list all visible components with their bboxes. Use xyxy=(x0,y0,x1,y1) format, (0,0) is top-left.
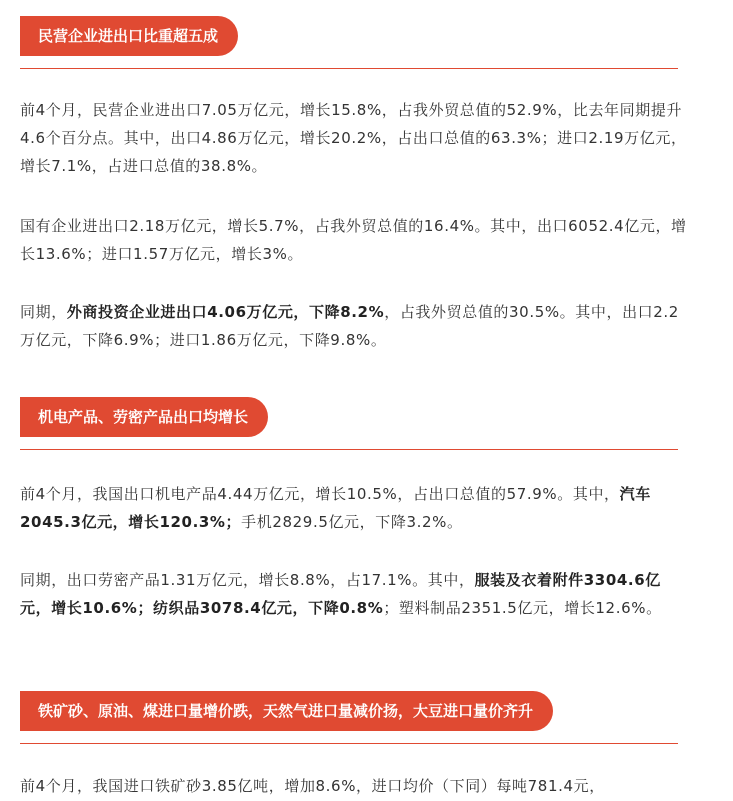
section-divider xyxy=(20,449,678,450)
section-header xyxy=(20,691,678,731)
paragraph xyxy=(20,96,692,180)
paragraph xyxy=(20,212,692,268)
text: 前4个月，我国出口机电产品4.44万亿元，增长10.5%，占出口总值的57.9%。其中， xyxy=(20,485,620,503)
bold-text: 服装及衣着附件3304.6亿元，增长10.6%；纺织品3078.4亿元，下降0.8% xyxy=(20,571,661,617)
text: ，占我外贸总值的30.5%。其中，出口2.2万亿元，下降6.9%；进口1.86万亿元，下降9.8%。 xyxy=(20,303,679,349)
paragraph xyxy=(20,480,692,536)
text: 前4个月，民营企业进出口7.05万亿元，增长15.8%，占我外贸总值的52.9%，比去年同期提升4.6个百分点。其中，出口4.86万亿元，增长20.2%，占出口总值的63.3%；进口2.19万亿元，增长7.1%，占进口总值的38.8%。 xyxy=(20,101,687,175)
paragraph xyxy=(20,772,692,800)
section-title: 机电产品、劳密产品出口均增长 xyxy=(20,397,268,437)
section-title: 民营企业进出口比重超五成 xyxy=(20,16,238,56)
bold-text: 汽车2045.3亿元，增长120.3%； xyxy=(20,485,651,531)
text: 同期， xyxy=(20,303,67,321)
text: 前4个月，我国进口铁矿砂3.85亿吨，增加8.6%，进口均价（下同）每吨781.4元， xyxy=(20,777,605,795)
text: 同期，出口劳密产品1.31万亿元，增长8.8%，占17.1%。其中， xyxy=(20,571,475,589)
paragraph xyxy=(20,566,692,622)
text: ；塑料制品2351.5亿元，增长12.6%。 xyxy=(383,599,662,617)
text: 国有企业进出口2.18万亿元，增长5.7%，占我外贸总值的16.4%。其中，出口6052.4亿元，增长13.6%；进口1.57万亿元，增长3%。 xyxy=(20,217,687,263)
section-header xyxy=(20,397,678,437)
section-divider xyxy=(20,743,678,744)
bold-text: 外商投资企业进出口4.06万亿元，下降8.2% xyxy=(66,303,385,321)
section-header xyxy=(20,16,678,56)
paragraph xyxy=(20,298,692,354)
section-divider xyxy=(20,68,678,69)
section-title: 铁矿砂、原油、煤进口量增价跌，天然气进口量减价扬，大豆进口量价齐升 xyxy=(20,691,553,731)
text: 手机2829.5亿元，下降3.2%。 xyxy=(241,513,463,531)
